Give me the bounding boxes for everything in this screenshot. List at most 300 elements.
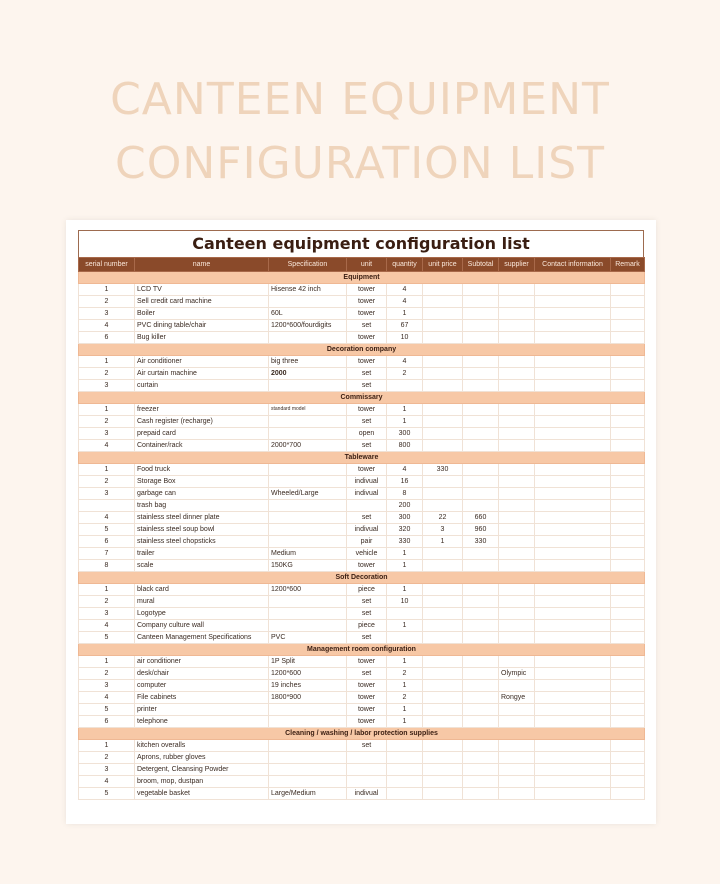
table-cell[interactable] <box>611 404 645 416</box>
table-cell[interactable]: indivual <box>347 788 387 800</box>
table-row[interactable] <box>79 440 645 452</box>
table-cell[interactable] <box>269 416 347 428</box>
table-cell[interactable] <box>611 668 645 680</box>
table-row[interactable] <box>79 500 645 512</box>
table-cell[interactable]: 960 <box>463 524 499 536</box>
table-cell[interactable]: 3 <box>79 608 135 620</box>
table-cell[interactable]: tower <box>347 692 387 704</box>
table-cell[interactable] <box>535 704 611 716</box>
table-cell[interactable] <box>423 380 463 392</box>
table-cell[interactable]: 4 <box>387 284 423 296</box>
table-cell[interactable] <box>463 776 499 788</box>
table-cell[interactable] <box>535 464 611 476</box>
table-cell[interactable]: 8 <box>79 560 135 572</box>
table-cell[interactable] <box>611 740 645 752</box>
table-row[interactable] <box>79 296 645 308</box>
table-cell[interactable]: 67 <box>387 320 423 332</box>
table-cell[interactable]: 4 <box>79 692 135 704</box>
table-cell[interactable] <box>499 560 535 572</box>
table-cell[interactable] <box>269 524 347 536</box>
table-cell[interactable]: 1 <box>387 404 423 416</box>
table-cell[interactable] <box>347 500 387 512</box>
table-cell[interactable] <box>499 620 535 632</box>
table-cell[interactable]: set <box>347 368 387 380</box>
table-cell[interactable]: 2 <box>79 752 135 764</box>
table-cell[interactable]: set <box>347 608 387 620</box>
table-cell[interactable]: set <box>347 668 387 680</box>
table-cell[interactable]: stainless steel soup bowl <box>135 524 269 536</box>
table-cell[interactable]: 330 <box>423 464 463 476</box>
table-cell[interactable]: 4 <box>79 512 135 524</box>
table-cell[interactable]: 1 <box>387 308 423 320</box>
table-cell[interactable] <box>535 668 611 680</box>
table-cell[interactable]: open <box>347 428 387 440</box>
table-cell[interactable] <box>499 524 535 536</box>
table-cell[interactable]: tower <box>347 332 387 344</box>
table-cell[interactable] <box>535 512 611 524</box>
table-cell[interactable] <box>499 320 535 332</box>
table-cell[interactable]: Company culture wall <box>135 620 269 632</box>
table-cell[interactable] <box>535 368 611 380</box>
table-cell[interactable]: tower <box>347 404 387 416</box>
table-cell[interactable]: indivual <box>347 488 387 500</box>
table-cell[interactable] <box>269 512 347 524</box>
table-cell[interactable]: 2 <box>79 596 135 608</box>
table-cell[interactable] <box>463 500 499 512</box>
table-cell[interactable] <box>387 608 423 620</box>
table-cell[interactable]: 3 <box>79 380 135 392</box>
table-cell[interactable]: Olympic <box>499 668 535 680</box>
table-cell[interactable]: 6 <box>79 536 135 548</box>
table-cell[interactable] <box>611 620 645 632</box>
table-cell[interactable] <box>611 332 645 344</box>
table-cell[interactable]: 7 <box>79 548 135 560</box>
table-row[interactable] <box>79 404 645 416</box>
table-cell[interactable]: 330 <box>387 536 423 548</box>
table-cell[interactable] <box>611 716 645 728</box>
table-cell[interactable] <box>79 500 135 512</box>
table-cell[interactable] <box>423 320 463 332</box>
table-cell[interactable] <box>499 752 535 764</box>
table-cell[interactable]: 1200*600 <box>269 668 347 680</box>
table-cell[interactable] <box>535 428 611 440</box>
table-cell[interactable] <box>611 488 645 500</box>
table-cell[interactable]: 300 <box>387 512 423 524</box>
table-cell[interactable]: set <box>347 512 387 524</box>
table-cell[interactable]: 3 <box>79 680 135 692</box>
table-cell[interactable] <box>269 776 347 788</box>
table-cell[interactable] <box>423 500 463 512</box>
table-cell[interactable] <box>269 380 347 392</box>
table-cell[interactable]: 1 <box>79 284 135 296</box>
table-cell[interactable]: Air curtain machine <box>135 368 269 380</box>
table-cell[interactable]: 1 <box>387 620 423 632</box>
table-cell[interactable] <box>611 380 645 392</box>
table-cell[interactable]: 1 <box>387 416 423 428</box>
table-cell[interactable]: 320 <box>387 524 423 536</box>
table-cell[interactable] <box>535 380 611 392</box>
table-cell[interactable]: prepaid card <box>135 428 269 440</box>
table-cell[interactable]: 3 <box>79 428 135 440</box>
table-cell[interactable] <box>611 308 645 320</box>
table-cell[interactable]: Food truck <box>135 464 269 476</box>
table-cell[interactable] <box>347 776 387 788</box>
table-row[interactable] <box>79 356 645 368</box>
table-cell[interactable] <box>347 764 387 776</box>
table-cell[interactable] <box>611 764 645 776</box>
table-cell[interactable] <box>387 740 423 752</box>
table-cell[interactable]: trash bag <box>135 500 269 512</box>
table-row[interactable] <box>79 560 645 572</box>
table-cell[interactable] <box>499 788 535 800</box>
table-cell[interactable]: 5 <box>79 524 135 536</box>
table-cell[interactable] <box>611 632 645 644</box>
table-cell[interactable]: tower <box>347 464 387 476</box>
table-cell[interactable]: 2000*700 <box>269 440 347 452</box>
table-cell[interactable] <box>269 752 347 764</box>
table-cell[interactable]: 200 <box>387 500 423 512</box>
table-cell[interactable]: Bug killer <box>135 332 269 344</box>
table-cell[interactable] <box>499 308 535 320</box>
table-cell[interactable] <box>423 404 463 416</box>
table-cell[interactable] <box>611 368 645 380</box>
table-row[interactable] <box>79 476 645 488</box>
table-cell[interactable] <box>499 764 535 776</box>
table-cell[interactable] <box>269 464 347 476</box>
table-cell[interactable]: 22 <box>423 512 463 524</box>
table-cell[interactable] <box>535 296 611 308</box>
table-cell[interactable] <box>387 380 423 392</box>
table-cell[interactable] <box>611 584 645 596</box>
table-cell[interactable] <box>423 560 463 572</box>
table-cell[interactable] <box>347 752 387 764</box>
table-cell[interactable] <box>535 596 611 608</box>
table-row[interactable] <box>79 536 645 548</box>
table-row[interactable] <box>79 368 645 380</box>
table-cell[interactable] <box>499 608 535 620</box>
table-row[interactable] <box>79 788 645 800</box>
table-cell[interactable] <box>423 308 463 320</box>
table-cell[interactable]: 1P Split <box>269 656 347 668</box>
table-row[interactable] <box>79 668 645 680</box>
table-cell[interactable] <box>463 716 499 728</box>
table-cell[interactable] <box>463 632 499 644</box>
table-row[interactable] <box>79 320 645 332</box>
table-cell[interactable] <box>463 596 499 608</box>
table-cell[interactable] <box>535 320 611 332</box>
table-cell[interactable] <box>463 584 499 596</box>
table-cell[interactable] <box>387 764 423 776</box>
table-cell[interactable] <box>611 296 645 308</box>
table-row[interactable] <box>79 680 645 692</box>
table-cell[interactable] <box>423 476 463 488</box>
table-cell[interactable] <box>611 464 645 476</box>
table-cell[interactable] <box>463 788 499 800</box>
table-cell[interactable]: 1 <box>387 656 423 668</box>
table-cell[interactable]: 4 <box>387 296 423 308</box>
table-row[interactable] <box>79 776 645 788</box>
table-cell[interactable] <box>423 668 463 680</box>
table-cell[interactable]: 2 <box>79 368 135 380</box>
table-cell[interactable] <box>499 440 535 452</box>
table-row[interactable] <box>79 284 645 296</box>
table-cell[interactable] <box>611 320 645 332</box>
table-cell[interactable] <box>535 692 611 704</box>
table-cell[interactable]: 1200*600 <box>269 584 347 596</box>
table-cell[interactable] <box>535 656 611 668</box>
table-cell[interactable] <box>499 296 535 308</box>
table-cell[interactable]: 2000 <box>269 368 347 380</box>
table-cell[interactable] <box>535 284 611 296</box>
table-cell[interactable] <box>611 704 645 716</box>
table-cell[interactable] <box>499 488 535 500</box>
table-cell[interactable] <box>463 368 499 380</box>
table-cell[interactable] <box>423 764 463 776</box>
table-cell[interactable]: 1 <box>79 740 135 752</box>
table-cell[interactable]: tower <box>347 716 387 728</box>
table-cell[interactable]: 2 <box>387 668 423 680</box>
table-cell[interactable] <box>611 536 645 548</box>
table-cell[interactable] <box>387 776 423 788</box>
table-cell[interactable] <box>535 332 611 344</box>
table-cell[interactable]: printer <box>135 704 269 716</box>
table-cell[interactable] <box>269 764 347 776</box>
table-cell[interactable] <box>535 584 611 596</box>
table-cell[interactable] <box>423 356 463 368</box>
table-cell[interactable] <box>463 656 499 668</box>
table-cell[interactable] <box>423 716 463 728</box>
table-cell[interactable] <box>423 488 463 500</box>
table-cell[interactable]: 2 <box>387 368 423 380</box>
table-cell[interactable] <box>269 740 347 752</box>
table-cell[interactable] <box>535 788 611 800</box>
table-cell[interactable]: 1 <box>387 560 423 572</box>
table-cell[interactable] <box>535 764 611 776</box>
table-cell[interactable] <box>499 284 535 296</box>
table-cell[interactable]: 330 <box>463 536 499 548</box>
table-cell[interactable] <box>611 548 645 560</box>
table-cell[interactable]: set <box>347 632 387 644</box>
table-cell[interactable]: Rongye <box>499 692 535 704</box>
table-cell[interactable] <box>611 560 645 572</box>
table-cell[interactable]: 1 <box>79 464 135 476</box>
table-cell[interactable] <box>423 584 463 596</box>
table-cell[interactable] <box>423 416 463 428</box>
table-cell[interactable] <box>423 296 463 308</box>
table-cell[interactable]: PVC dining table/chair <box>135 320 269 332</box>
table-cell[interactable]: desk/chair <box>135 668 269 680</box>
table-cell[interactable]: 2 <box>79 476 135 488</box>
table-row[interactable] <box>79 608 645 620</box>
table-cell[interactable] <box>499 368 535 380</box>
table-cell[interactable] <box>423 752 463 764</box>
table-cell[interactable]: 1 <box>387 716 423 728</box>
table-cell[interactable]: air conditioner <box>135 656 269 668</box>
table-cell[interactable]: File cabinets <box>135 692 269 704</box>
table-cell[interactable]: 5 <box>79 704 135 716</box>
table-cell[interactable] <box>269 716 347 728</box>
table-cell[interactable] <box>463 560 499 572</box>
table-row[interactable] <box>79 632 645 644</box>
table-cell[interactable] <box>611 356 645 368</box>
table-cell[interactable] <box>499 704 535 716</box>
table-cell[interactable] <box>269 500 347 512</box>
table-cell[interactable]: 1 <box>423 536 463 548</box>
table-row[interactable] <box>79 488 645 500</box>
table-cell[interactable] <box>463 620 499 632</box>
table-cell[interactable]: Cash register (recharge) <box>135 416 269 428</box>
table-cell[interactable] <box>535 524 611 536</box>
table-row[interactable] <box>79 524 645 536</box>
table-cell[interactable]: Container/rack <box>135 440 269 452</box>
table-cell[interactable]: tower <box>347 680 387 692</box>
table-cell[interactable]: tower <box>347 656 387 668</box>
table-cell[interactable]: Aprons, rubber gloves <box>135 752 269 764</box>
table-cell[interactable] <box>463 464 499 476</box>
table-cell[interactable] <box>463 752 499 764</box>
table-cell[interactable] <box>499 548 535 560</box>
table-cell[interactable]: 300 <box>387 428 423 440</box>
table-cell[interactable] <box>611 500 645 512</box>
table-cell[interactable] <box>423 332 463 344</box>
table-row[interactable] <box>79 692 645 704</box>
table-cell[interactable]: 8 <box>387 488 423 500</box>
table-cell[interactable]: 2 <box>79 668 135 680</box>
table-cell[interactable]: mural <box>135 596 269 608</box>
table-cell[interactable] <box>535 416 611 428</box>
table-cell[interactable] <box>423 740 463 752</box>
table-cell[interactable]: set <box>347 740 387 752</box>
table-cell[interactable]: set <box>347 416 387 428</box>
table-cell[interactable]: tower <box>347 356 387 368</box>
table-cell[interactable] <box>423 596 463 608</box>
table-row[interactable] <box>79 620 645 632</box>
table-cell[interactable]: 1 <box>79 404 135 416</box>
table-cell[interactable] <box>499 656 535 668</box>
table-row[interactable] <box>79 308 645 320</box>
table-cell[interactable]: garbage can <box>135 488 269 500</box>
table-cell[interactable]: Sell credit card machine <box>135 296 269 308</box>
table-row[interactable] <box>79 656 645 668</box>
table-cell[interactable] <box>499 416 535 428</box>
table-cell[interactable] <box>423 428 463 440</box>
table-cell[interactable] <box>423 608 463 620</box>
table-row[interactable] <box>79 464 645 476</box>
table-cell[interactable]: 19 inches <box>269 680 347 692</box>
table-cell[interactable] <box>499 596 535 608</box>
table-cell[interactable]: piece <box>347 584 387 596</box>
table-cell[interactable] <box>611 440 645 452</box>
table-cell[interactable]: 660 <box>463 512 499 524</box>
table-cell[interactable] <box>611 476 645 488</box>
table-cell[interactable] <box>535 560 611 572</box>
table-cell[interactable] <box>611 596 645 608</box>
table-cell[interactable]: tower <box>347 560 387 572</box>
table-cell[interactable] <box>535 404 611 416</box>
table-cell[interactable]: 6 <box>79 716 135 728</box>
table-cell[interactable]: vehicle <box>347 548 387 560</box>
table-cell[interactable] <box>535 500 611 512</box>
table-cell[interactable] <box>423 368 463 380</box>
table-cell[interactable]: 4 <box>79 320 135 332</box>
table-cell[interactable] <box>499 464 535 476</box>
table-cell[interactable]: Large/Medium <box>269 788 347 800</box>
table-cell[interactable]: computer <box>135 680 269 692</box>
table-cell[interactable] <box>611 428 645 440</box>
table-cell[interactable] <box>423 620 463 632</box>
table-cell[interactable]: tower <box>347 296 387 308</box>
table-cell[interactable] <box>499 476 535 488</box>
table-cell[interactable] <box>535 632 611 644</box>
table-cell[interactable]: 4 <box>387 356 423 368</box>
table-row[interactable] <box>79 764 645 776</box>
table-cell[interactable]: 1 <box>79 656 135 668</box>
table-cell[interactable] <box>535 356 611 368</box>
table-row[interactable] <box>79 416 645 428</box>
table-cell[interactable] <box>387 752 423 764</box>
table-cell[interactable]: set <box>347 596 387 608</box>
table-cell[interactable]: Canteen Management Specifications <box>135 632 269 644</box>
table-cell[interactable]: PVC <box>269 632 347 644</box>
table-cell[interactable] <box>269 332 347 344</box>
table-cell[interactable]: 1200*600/fourdigits <box>269 320 347 332</box>
table-cell[interactable] <box>535 608 611 620</box>
table-cell[interactable] <box>269 476 347 488</box>
table-cell[interactable]: broom, mop, dustpan <box>135 776 269 788</box>
table-cell[interactable]: 4 <box>79 776 135 788</box>
table-cell[interactable] <box>499 500 535 512</box>
table-cell[interactable] <box>611 752 645 764</box>
table-cell[interactable]: 1 <box>79 584 135 596</box>
table-cell[interactable] <box>535 620 611 632</box>
table-cell[interactable] <box>269 596 347 608</box>
table-cell[interactable] <box>535 716 611 728</box>
table-cell[interactable]: Hisense 42 inch <box>269 284 347 296</box>
table-cell[interactable] <box>423 680 463 692</box>
table-row[interactable] <box>79 752 645 764</box>
table-cell[interactable]: freezer <box>135 404 269 416</box>
table-cell[interactable] <box>463 332 499 344</box>
table-cell[interactable] <box>499 404 535 416</box>
table-cell[interactable] <box>499 740 535 752</box>
table-row[interactable] <box>79 716 645 728</box>
table-cell[interactable]: Logotype <box>135 608 269 620</box>
table-cell[interactable]: 1 <box>387 548 423 560</box>
table-cell[interactable]: 4 <box>79 440 135 452</box>
table-cell[interactable] <box>463 476 499 488</box>
table-cell[interactable] <box>535 740 611 752</box>
table-cell[interactable]: 3 <box>79 308 135 320</box>
table-cell[interactable]: 5 <box>79 788 135 800</box>
table-cell[interactable] <box>269 620 347 632</box>
table-cell[interactable] <box>611 788 645 800</box>
table-cell[interactable]: trailer <box>135 548 269 560</box>
table-cell[interactable] <box>463 416 499 428</box>
table-cell[interactable]: 3 <box>79 764 135 776</box>
table-cell[interactable]: 4 <box>387 464 423 476</box>
table-cell[interactable] <box>463 608 499 620</box>
table-cell[interactable] <box>423 632 463 644</box>
table-cell[interactable] <box>535 440 611 452</box>
table-cell[interactable] <box>463 704 499 716</box>
table-row[interactable] <box>79 740 645 752</box>
table-cell[interactable] <box>463 356 499 368</box>
table-cell[interactable] <box>423 548 463 560</box>
table-cell[interactable] <box>499 776 535 788</box>
table-cell[interactable] <box>269 704 347 716</box>
table-cell[interactable]: 1 <box>79 356 135 368</box>
table-cell[interactable]: 4 <box>79 620 135 632</box>
